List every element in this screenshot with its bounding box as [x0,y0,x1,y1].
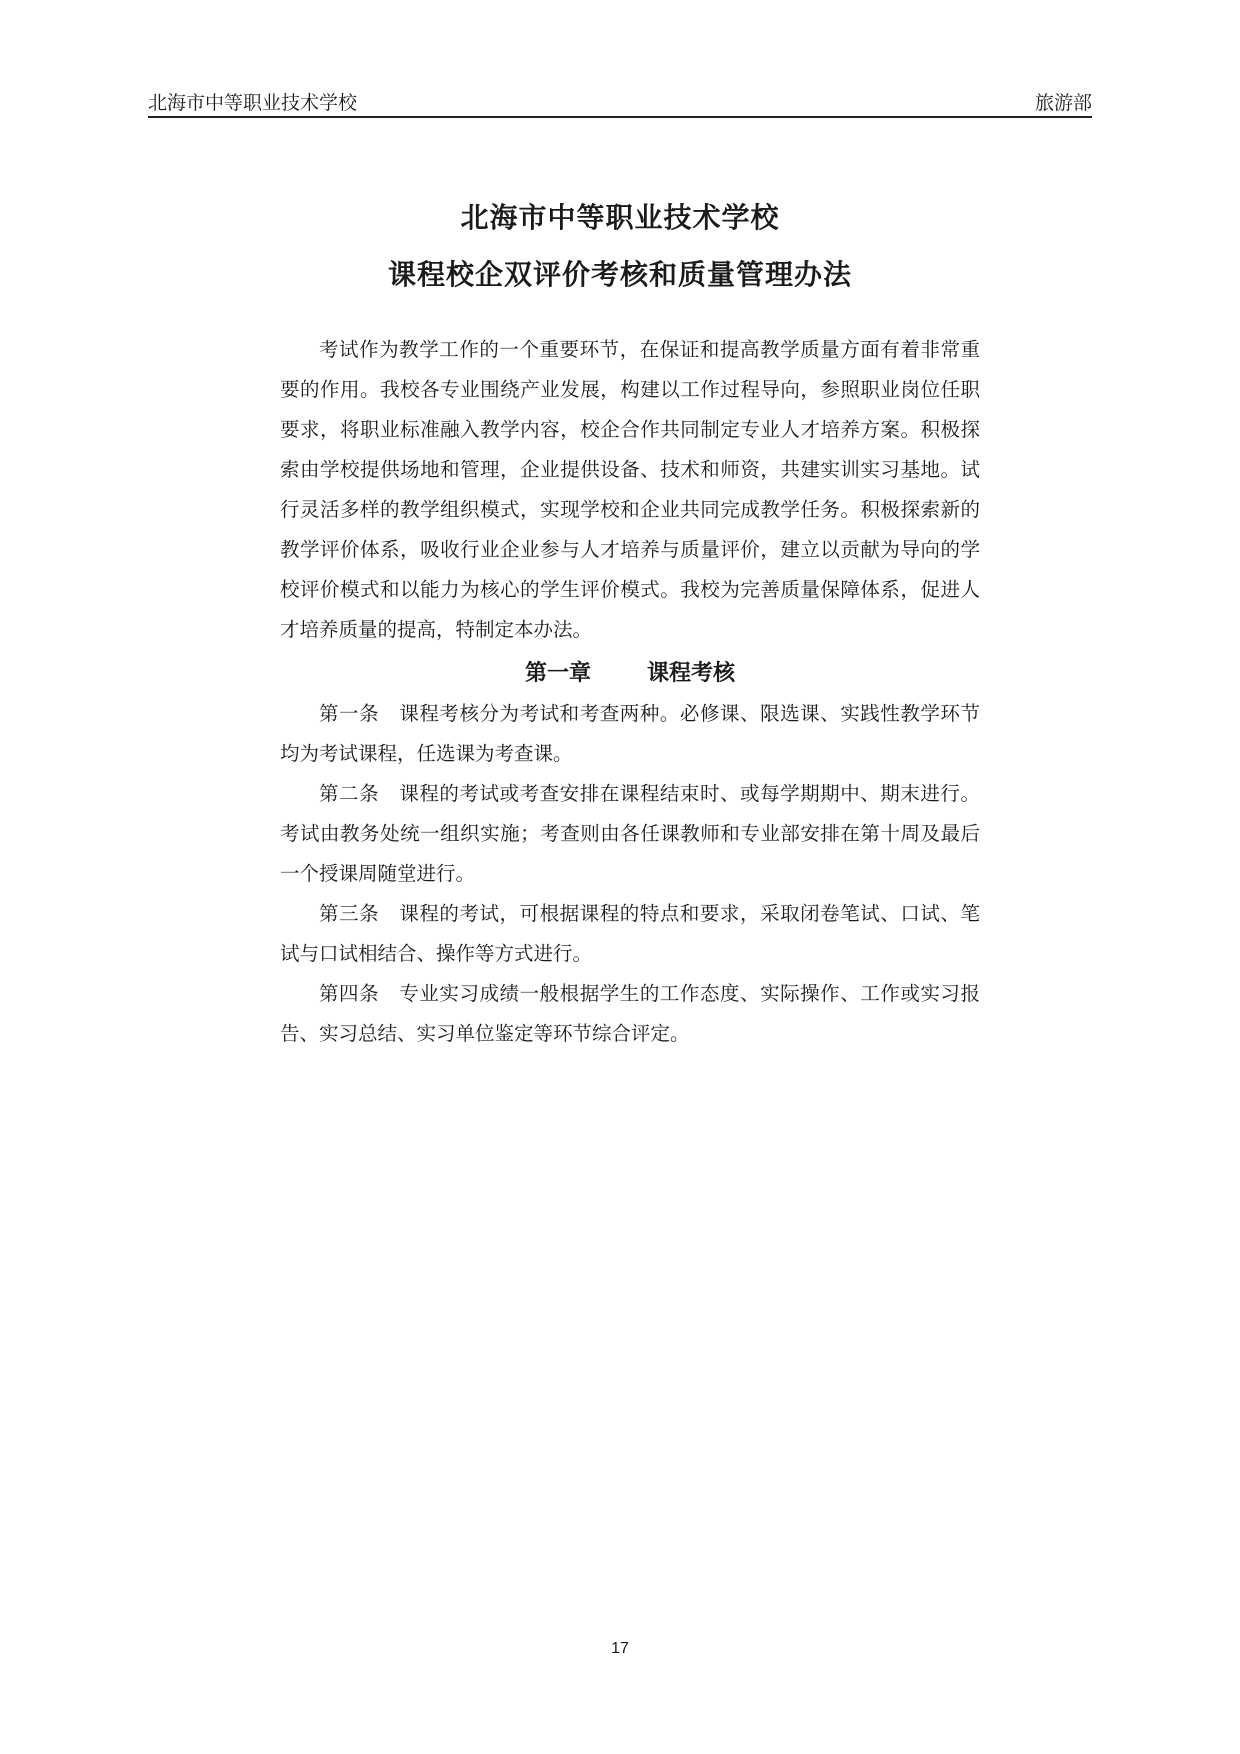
article-text: 课程的考试，可根据课程的特点和要求，采取闭卷笔试、口试、笔试与口试相结合、操作等方式进行。 [280,902,980,965]
article-label: 第一条 [319,702,380,725]
page-header [148,86,1092,118]
chapter-name: 课程考核 [647,661,736,686]
article-paragraph [280,774,980,894]
document-title-line1: 北海市中等职业技术学校 [460,201,780,234]
header-department: 旅游部 [1034,92,1092,114]
article-label: 第二条 [319,782,380,805]
document-title-line2: 课程校企双评价考核和质量管理办法 [387,258,852,291]
article-paragraph [280,974,980,1054]
article-label: 第四条 [319,982,380,1005]
chapter-heading [280,654,980,694]
article-text: 课程考核分为考试和考查两种。必修课、限选课、实践性教学环节均为考试课程，任选课为考查课。 [280,702,980,765]
page-number: 17 [611,1640,629,1657]
header-school-name: 北海市中等职业技术学校 [148,92,358,114]
article-label: 第三条 [319,902,380,925]
article-text: 课程的考试或考查安排在课程结束时、或每学期期中、期末进行。考试由教务处统一组织实施；考查则由各任课教师和专业部安排在第十周及最后一个授课周随堂进行。 [280,782,980,885]
chapter-number: 第一章 [524,661,591,686]
intro-paragraph: 考试作为教学工作的一个重要环节，在保证和提高教学质量方面有着非常重要的作用。我校各专业围绕产业发展，构建以工作过程导向，参照职业岗位任职要求，将职业标准融入教学内容，校企合作共同制定专业人才培养方案。积极探索由学校提供场地和管理，企业提供设备、技术和师资，共建实训实习基地。试行灵活多样的教学组织模式，实现学校和企业共同完成教学任务。积极探索新的教学评价体系，吸收行业企业参与人才培养与质量评价，建立以贡献为导向的学校评价模式和以能力为核心的学生评价模式。我校为完善质量保障体系，促进人才培养质量的提高，特制定本办法。 [280,338,980,641]
article-paragraph [280,694,980,774]
article-text: 专业实习成绩一般根据学生的工作态度、实际操作、工作或实习报告、实习总结、实习单位鉴定等环节综合评定。 [280,982,980,1045]
document-body [280,330,980,1054]
article-paragraph [280,894,980,974]
